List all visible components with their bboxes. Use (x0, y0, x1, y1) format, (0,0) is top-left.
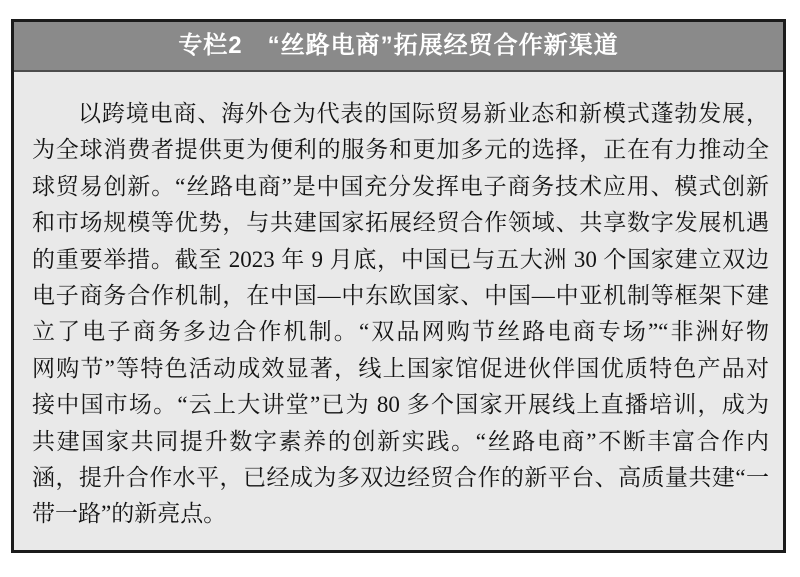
paragraph-line: 网购节”等特色活动成效显著，线上国家馆促进伙伴国优质特色产品对 (32, 355, 769, 381)
column-panel (11, 19, 786, 553)
paragraph-line: 以跨境电商、海外仓为代表的国际贸易新业态和新模式蓬勃发展， (78, 101, 769, 126)
paragraph-line: 接中国市场。“云上大讲堂”已为 80 多个国家开展线上直播培训，成为 (32, 392, 769, 418)
paragraph-line: 共建国家共同提升数字素养的创新实践。“丝路电商”不断丰富合作内 (32, 428, 769, 454)
paragraph-line: 立了电子商务多边合作机制。“双品网购节丝路电商专场”“非洲好物 (32, 319, 769, 345)
paragraph-line: 带一路”的新亮点。 (32, 501, 227, 527)
panel-body (14, 72, 783, 533)
paragraph-line: 和市场规模等优势，与共建国家拓展经贸合作领域、共享数字发展机遇 (32, 210, 769, 236)
paragraph-line: 为全球消费者提供更为便利的服务和更加多元的选择，正在有力推动全 (32, 137, 769, 163)
paragraph-line: 电子商务合作机制，在中国—中东欧国家、中国—中亚机制等框架下建 (32, 282, 769, 308)
paragraph-line: 涵，提升合作水平，已经成为多双边经贸合作的新平台、高质量共建“一 (32, 464, 769, 490)
panel-header (14, 22, 783, 72)
paragraph-line: 球贸易创新。“丝路电商”是中国充分发挥电子商务技术应用、模式创新 (32, 173, 769, 199)
paragraph-line: 的重要举措。截至 2023 年 9 月底，中国已与五大洲 30 个国家建立双边 (32, 246, 769, 272)
panel-title: 专栏2 “丝路电商”拓展经贸合作新渠道 (178, 32, 619, 59)
